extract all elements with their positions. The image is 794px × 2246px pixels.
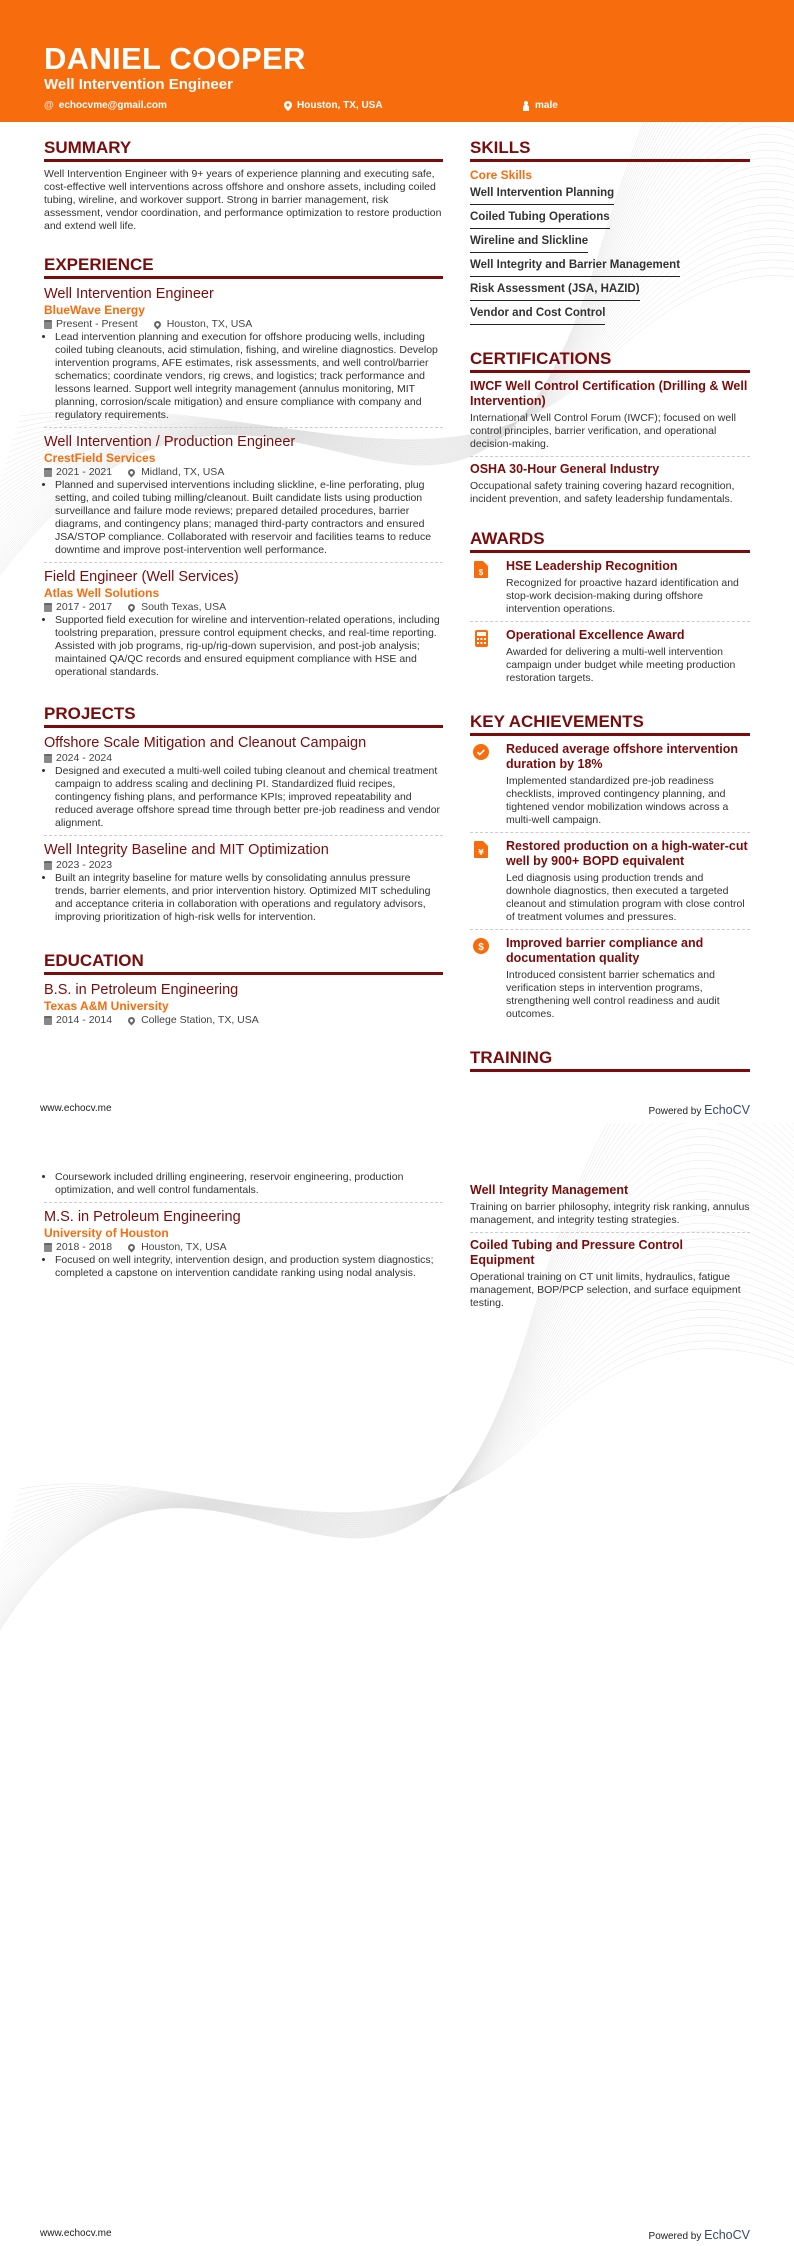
- project-title: Offshore Scale Mitigation and Cleanout Campaign: [44, 735, 367, 751]
- calendar-icon: [44, 1016, 52, 1025]
- svg-text:$: $: [478, 942, 484, 953]
- certification-item: [470, 462, 750, 511]
- map-pin-icon: [284, 101, 292, 111]
- skill-item: Coiled Tubing Operations: [470, 209, 610, 229]
- achievement-item: [470, 742, 750, 833]
- training-desc: Operational training on CT unit limits, hydraulics, fatigue management, BOP/PCP selection, and surface equipment testing.: [470, 1271, 741, 1309]
- summary-section: [44, 138, 443, 233]
- achievement-title: Reduced average offshore intervention duration by 18%: [506, 742, 739, 771]
- skill-item: Well Integrity and Barrier Management: [470, 257, 680, 277]
- skill-group-title: Core Skills: [470, 168, 533, 182]
- experience-item: [44, 568, 443, 684]
- left-column: [44, 138, 443, 1086]
- award-item: [470, 559, 750, 622]
- award-item: [470, 628, 750, 690]
- certification-desc: Occupational safety training covering hazard recognition, incident prevention, and safety leadership fundamentals.: [470, 480, 735, 505]
- summary-text: Well Intervention Engineer with 9+ years of experience planning and executing safe, cost-effective well interventions across offshore and onshore assets, including coiled tubing, wireline, and workover support. Strong in barrier management, risk assessment, vendor coordination, and performance optimization to restore production and extend well life.: [44, 168, 442, 232]
- experience-item: [44, 285, 443, 428]
- training-title: Well Integrity Management: [470, 1183, 629, 1197]
- experience-bullet: • Supported field execution for wireline and intervention-related operations, including toolstring preparation, pressure control equipment checks, and real-time reporting. Assisted with job programs, rig-up/rig-down supervision, and post-job analysis; maintained QA/QC records and ensured equipment compliance with HSE and operational standards.: [55, 614, 443, 679]
- location: South Texas, USA: [141, 601, 227, 613]
- dates: 2021 - 2021: [56, 466, 113, 478]
- gender-text: male: [535, 100, 558, 111]
- project-item: [44, 841, 443, 929]
- candidate-name: DANIEL COOPER: [44, 41, 306, 76]
- map-pin-icon: [127, 1243, 137, 1253]
- section-heading: EDUCATION: [44, 951, 443, 975]
- dates: 2024 - 2024: [56, 752, 113, 764]
- achievement-title: Improved barrier compliance and documentation quality: [506, 936, 704, 965]
- website-link[interactable]: www.echocv.me: [40, 1103, 112, 1114]
- at-icon: @: [44, 100, 54, 111]
- training-item: [470, 1183, 750, 1233]
- section-heading: EXPERIENCE: [44, 255, 443, 279]
- location: Houston, TX, USA: [166, 318, 253, 330]
- degree: M.S. in Petroleum Engineering: [44, 1209, 241, 1225]
- achievement-desc: Introduced consistent barrier schematics and verification steps in intervention programs, strengthening well control readiness and audit outcomes.: [506, 969, 720, 1020]
- website-link[interactable]: www.echocv.me: [40, 2228, 112, 2239]
- project-title: Well Integrity Baseline and MIT Optimization: [44, 842, 329, 858]
- certification-desc: International Well Control Forum (IWCF); focused on well control principles, barrier verification, and operational decision-making.: [470, 412, 736, 450]
- svg-text:¥: ¥: [478, 848, 484, 857]
- check-circle-icon: [470, 742, 492, 827]
- powered-by[interactable]: [649, 1103, 750, 1117]
- experience-bullet: • Lead intervention planning and execution for offshore producing wells, including coiled tubing cleanouts, acid stimulation, fishing, and wireline diagnostics. Develop intervention programs, AFE estimates, risk assessments, and well control/barrier schematics; coordinate vendors, rig crews, and logistics; track performance and lessons learned. Support well integrity management (annulus monitoring, MIT planning, corrosion/scale mitigation) and ensure compliance with company and regulatory requirements.: [55, 331, 443, 422]
- location-text: Houston, TX, USA: [297, 100, 383, 111]
- achievement-desc: Led diagnosis using production trends and downhole diagnostics, then executed a targeted cleanout and stimulation program with close control of treatment volumes and pressures.: [506, 872, 745, 923]
- calendar-icon: [44, 603, 52, 612]
- company: BlueWave Energy: [44, 303, 145, 317]
- right-column: [470, 138, 750, 1086]
- brand-name: EchoCV: [704, 1103, 750, 1117]
- school: University of Houston: [44, 1226, 169, 1240]
- section-heading: SUMMARY: [44, 138, 443, 162]
- certifications-section: [470, 349, 750, 511]
- calendar-icon: [44, 861, 52, 870]
- dates: 2014 - 2014: [56, 1014, 113, 1026]
- job-title: Well Intervention / Production Engineer: [44, 434, 296, 450]
- award-desc: Awarded for delivering a multi-well intervention campaign under budget while meeting production restoration targets.: [506, 646, 736, 684]
- project-bullet: • Designed and executed a multi-well coiled tubing cleanout and chemical treatment campaign to address scaling and declining PI. Standardized fluid recipes, contingency fishing plans, and performance KPIs; improved repeatability and reduced average offshore spread time through better pre-job readiness and vendor alignment.: [55, 765, 443, 830]
- section-heading: PROJECTS: [44, 704, 443, 728]
- degree: B.S. in Petroleum Engineering: [44, 982, 239, 998]
- file-dollar-icon: [470, 559, 492, 616]
- section-heading: CERTIFICATIONS: [470, 349, 750, 373]
- training-item: [470, 1238, 750, 1315]
- education-bullet: • Focused on well integrity, intervention design, and production system diagnostics; completed a capstone on intervention candidate ranking using nodal analysis.: [55, 1254, 443, 1280]
- powered-label: Powered by: [648, 2231, 702, 2242]
- company: Atlas Well Solutions: [44, 586, 160, 600]
- map-pin-icon: [152, 320, 162, 330]
- achievement-item: [470, 936, 750, 1026]
- resume-page-2: [0, 1123, 794, 2246]
- achievement-item: [470, 839, 750, 930]
- contact-gender: [522, 100, 558, 111]
- calculator-icon: [470, 628, 492, 685]
- map-pin-icon: [127, 1016, 137, 1026]
- section-heading: AWARDS: [470, 529, 750, 553]
- dates: 2018 - 2018: [56, 1241, 113, 1253]
- page-footer: [40, 1103, 750, 1117]
- award-title: HSE Leadership Recognition: [506, 559, 678, 573]
- location: Houston, TX, USA: [141, 1241, 227, 1253]
- dates: 2017 - 2017: [56, 601, 113, 613]
- skills-section: [470, 138, 750, 329]
- map-pin-icon: [127, 603, 137, 613]
- section-heading: TRAINING: [470, 1048, 750, 1072]
- achievement-desc: Implemented standardized pre-job readiness checklists, improved contingency planning, and tightened vendor mobilization windows across a multi-well campaign.: [506, 775, 729, 826]
- person-icon: [522, 101, 530, 111]
- location: College Station, TX, USA: [141, 1014, 259, 1026]
- education-bullet: • Coursework included drilling engineering, reservoir engineering, production optimization, and well control fundamentals.: [55, 1171, 443, 1197]
- map-pin-icon: [127, 468, 137, 478]
- achievements-section: [470, 712, 750, 1026]
- skill-item: Risk Assessment (JSA, HAZID): [470, 281, 640, 301]
- page-footer: [40, 2228, 750, 2242]
- right-column: [470, 1171, 750, 1320]
- skill-item: Well Intervention Planning: [470, 185, 614, 205]
- project-item: [44, 734, 443, 836]
- education-item: [44, 1208, 443, 1285]
- education-section: [44, 951, 443, 1032]
- dollar-circle-icon: [470, 936, 492, 1021]
- calendar-icon: [44, 1243, 52, 1252]
- location: Midland, TX, USA: [141, 466, 225, 478]
- achievement-title: Restored production on a high-water-cut well by 900+ BOPD equivalent: [506, 839, 748, 868]
- section-heading: KEY ACHIEVEMENTS: [470, 712, 750, 736]
- skill-item: Vendor and Cost Control: [470, 305, 605, 325]
- email-text: echocvme@gmail.com: [58, 100, 167, 111]
- certification-item: [470, 379, 750, 457]
- brand-name: EchoCV: [704, 2228, 750, 2242]
- training-desc: Training on barrier philosophy, integrity risk ranking, annulus management, and integrity testing strategies.: [470, 1201, 750, 1226]
- project-bullet: • Built an integrity baseline for mature wells by consolidating annulus pressure trends, barrier elements, and prior intervention history. Optimized MIT scheduling and acceptance criteria in collaboration with operations and regulatory advisors, improving prioritization of high-risk wells for intervention.: [55, 872, 443, 924]
- resume-header: [0, 0, 794, 122]
- job-title: Field Engineer (Well Services): [44, 569, 239, 585]
- contact-row: [44, 100, 750, 111]
- experience-bullet: • Planned and supervised interventions including slickline, e-line perforating, plug setting, and coiled tubing milling/cleanout. Built candidate lists using production surveillance and failure mode reviews; prepared detailed procedures, barrier diagrams, and contingency plans; managed third-party contractors and ensured JSA/STOP compliance. Collaborated with reservoir and facilities teams to reduce downtime and improve post-intervention well performance.: [55, 479, 443, 557]
- projects-section: [44, 704, 443, 929]
- candidate-title: Well Intervention Engineer: [44, 76, 233, 93]
- training-title: Coiled Tubing and Pressure Control Equipment: [470, 1238, 683, 1267]
- calendar-icon: [44, 320, 52, 329]
- calendar-icon: [44, 468, 52, 477]
- experience-section: [44, 255, 443, 684]
- education-item: [44, 981, 443, 1032]
- section-heading: SKILLS: [470, 138, 750, 162]
- svg-text:$: $: [478, 568, 484, 577]
- skill-item: Wireline and Slickline: [470, 233, 588, 253]
- dates: Present - Present: [56, 318, 138, 330]
- left-column: [44, 1171, 443, 1320]
- school: Texas A&M University: [44, 999, 169, 1013]
- education-item-continued: [44, 1171, 443, 1203]
- award-desc: Recognized for proactive hazard identification and stop-work decision-making during offshore intervention operations.: [506, 577, 739, 615]
- contact-email[interactable]: [44, 100, 284, 111]
- awards-section: [470, 529, 750, 690]
- award-title: Operational Excellence Award: [506, 628, 685, 642]
- training-section: [470, 1048, 750, 1072]
- contact-location: [284, 100, 522, 111]
- file-yen-icon: [470, 839, 492, 924]
- job-title: Well Intervention Engineer: [44, 286, 214, 302]
- experience-item: [44, 433, 443, 563]
- dates: 2023 - 2023: [56, 859, 113, 871]
- powered-by[interactable]: [649, 2228, 750, 2242]
- certification-title: OSHA 30-Hour General Industry: [470, 462, 660, 476]
- powered-label: Powered by: [648, 1106, 702, 1117]
- calendar-icon: [44, 754, 52, 763]
- company: CrestField Services: [44, 451, 156, 465]
- certification-title: IWCF Well Control Certification (Drilling & Well Intervention): [470, 379, 748, 408]
